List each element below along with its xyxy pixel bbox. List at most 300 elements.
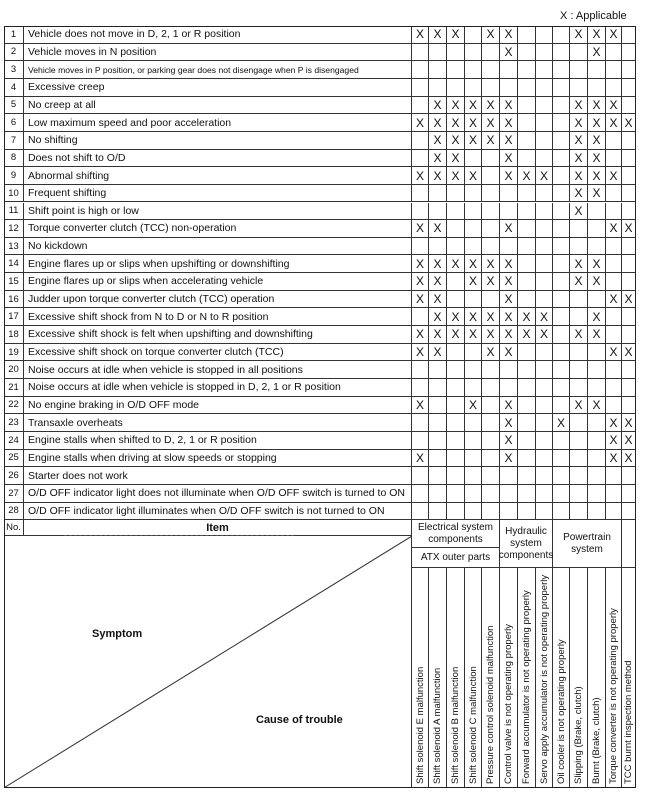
mark-cell [606, 255, 622, 273]
row-number: 8 [4, 150, 24, 168]
row-number: 2 [4, 44, 24, 62]
mark-cell: X [606, 344, 622, 362]
mark-cell [536, 220, 553, 238]
row-number: 3 [4, 61, 24, 79]
mark-cell: X [606, 291, 622, 309]
mark-cell [606, 467, 622, 485]
mark-cell: X [429, 97, 447, 115]
cause-label: Shift solenoid E malfunction [414, 666, 426, 784]
mark-cell [553, 114, 570, 132]
mark-cell [536, 503, 553, 521]
symptom-text: Low maximum speed and poor acceleration [24, 114, 412, 132]
mark-cell: X [570, 167, 588, 185]
mark-cell [553, 185, 570, 203]
mark-cell [622, 467, 636, 485]
atx-outer-parts-header: ATX outer parts [412, 548, 500, 568]
mark-cell [447, 44, 465, 62]
mark-cell: X [622, 450, 636, 468]
mark-cell [482, 397, 500, 415]
mark-cell [606, 150, 622, 168]
row-number: 12 [4, 220, 24, 238]
mark-cell [447, 379, 465, 397]
mark-cell [606, 44, 622, 62]
mark-cell: X [465, 326, 482, 344]
symptom-label: Symptom [92, 628, 143, 641]
mark-cell [553, 308, 570, 326]
mark-cell: X [412, 167, 429, 185]
mark-cell: X [500, 414, 518, 432]
row-number: 18 [4, 326, 24, 344]
mark-cell [588, 61, 606, 79]
mark-cell [447, 450, 465, 468]
mark-cell [482, 185, 500, 203]
mark-cell [622, 61, 636, 79]
mark-cell [518, 485, 536, 503]
mark-cell: X [588, 114, 606, 132]
mark-cell: X [588, 326, 606, 344]
mark-cell: X [429, 255, 447, 273]
mark-cell: X [447, 132, 465, 150]
symptom-text: Frequent shifting [24, 185, 412, 203]
mark-cell [412, 79, 429, 97]
mark-cell [570, 79, 588, 97]
mark-cell: X [588, 255, 606, 273]
mark-cell [429, 44, 447, 62]
mark-cell: X [500, 220, 518, 238]
mark-cell: X [553, 414, 570, 432]
symptom-text: O/D OFF indicator light does not illuminate when O/D OFF switch is turned to ON [24, 485, 412, 503]
mark-cell: X [412, 344, 429, 362]
mark-cell [536, 79, 553, 97]
row-number: 20 [4, 361, 24, 379]
row-number: 25 [4, 450, 24, 468]
mark-cell: X [482, 308, 500, 326]
mark-cell [447, 273, 465, 291]
symptom-text: Excessive shift shock is felt when upshifting and downshifting [24, 326, 412, 344]
mark-cell: X [570, 132, 588, 150]
mark-cell [500, 61, 518, 79]
mark-cell [447, 397, 465, 415]
mark-cell: X [500, 397, 518, 415]
mark-cell: X [412, 326, 429, 344]
row-number: 14 [4, 255, 24, 273]
mark-cell [570, 61, 588, 79]
mark-cell [588, 238, 606, 256]
mark-cell [447, 203, 465, 221]
mark-cell [536, 450, 553, 468]
mark-cell [518, 97, 536, 115]
mark-cell [482, 432, 500, 450]
mark-cell [588, 79, 606, 97]
mark-cell [570, 344, 588, 362]
mark-cell [429, 485, 447, 503]
hydraulic-group-header [500, 520, 553, 568]
mark-cell [518, 291, 536, 309]
mark-cell [570, 467, 588, 485]
mark-cell: X [606, 220, 622, 238]
mark-cell [482, 61, 500, 79]
mark-cell: X [570, 203, 588, 221]
mark-cell [622, 503, 636, 521]
electrical-group-line-1: Electrical system [417, 521, 493, 533]
mark-cell [447, 414, 465, 432]
cause-column-header [606, 568, 622, 788]
cause-label: Shift solenoid A malfunction [432, 667, 443, 784]
mark-cell [465, 503, 482, 521]
mark-cell: X [482, 344, 500, 362]
mark-cell [570, 308, 588, 326]
mark-cell [412, 503, 429, 521]
mark-cell: X [570, 185, 588, 203]
mark-cell: X [447, 26, 465, 44]
mark-cell [518, 397, 536, 415]
mark-cell [606, 397, 622, 415]
mark-cell [518, 238, 536, 256]
mark-cell: X [412, 273, 429, 291]
mark-cell [536, 344, 553, 362]
cause-column-header [518, 568, 536, 788]
mark-cell [429, 379, 447, 397]
mark-cell [482, 44, 500, 62]
mark-cell [553, 326, 570, 344]
mark-cell [536, 397, 553, 415]
cause-column-header [570, 568, 588, 788]
row-number: 19 [4, 344, 24, 362]
symptom-text: O/D OFF indicator light illuminates when O/D OFF switch is not turned to ON [24, 503, 412, 521]
mark-cell: X [447, 150, 465, 168]
mark-cell [536, 255, 553, 273]
row-number: 26 [4, 467, 24, 485]
mark-cell: X [447, 167, 465, 185]
symptom-text: Excessive shift shock from N to D or N to R position [24, 308, 412, 326]
mark-cell: X [500, 450, 518, 468]
mark-cell [518, 114, 536, 132]
cause-column-header [553, 568, 570, 788]
mark-cell [500, 361, 518, 379]
mark-cell: X [465, 97, 482, 115]
mark-cell: X [447, 255, 465, 273]
mark-cell [588, 467, 606, 485]
mark-cell: X [412, 397, 429, 415]
mark-cell [553, 132, 570, 150]
mark-cell [447, 344, 465, 362]
mark-cell [465, 485, 482, 503]
mark-cell [622, 308, 636, 326]
mark-cell [429, 397, 447, 415]
mark-cell [553, 203, 570, 221]
mark-cell [412, 361, 429, 379]
mark-cell [500, 379, 518, 397]
mark-cell [553, 238, 570, 256]
mark-cell: X [588, 26, 606, 44]
row-number: 13 [4, 238, 24, 256]
mark-cell: X [606, 114, 622, 132]
mark-cell: X [482, 326, 500, 344]
mark-cell [429, 203, 447, 221]
mark-cell [518, 185, 536, 203]
mark-cell [465, 414, 482, 432]
diagonal-line [4, 536, 411, 787]
mark-cell [482, 361, 500, 379]
mark-cell [412, 185, 429, 203]
cause-label: Oil cooler is not operating properly [555, 639, 567, 784]
symptom-text: No shifting [24, 132, 412, 150]
row-number: 10 [4, 185, 24, 203]
mark-cell [518, 467, 536, 485]
mark-cell: X [429, 132, 447, 150]
mark-cell [447, 503, 465, 521]
mark-cell: X [606, 450, 622, 468]
row-number: 7 [4, 132, 24, 150]
cause-column-header [412, 568, 429, 788]
mark-cell [412, 485, 429, 503]
mark-cell [465, 220, 482, 238]
cause-label: Shift solenoid C malfunction [467, 666, 479, 784]
mark-cell [570, 361, 588, 379]
symptom-text: Shift point is high or low [24, 203, 412, 221]
mark-cell [536, 114, 553, 132]
mark-cell: X [412, 291, 429, 309]
mark-cell [429, 432, 447, 450]
mark-cell [482, 150, 500, 168]
mark-cell: X [500, 44, 518, 62]
mark-cell: X [570, 397, 588, 415]
cause-label: TCC burnt inspection method [623, 660, 634, 784]
mark-cell: X [500, 255, 518, 273]
mark-cell [536, 414, 553, 432]
mark-cell [447, 432, 465, 450]
mark-cell: X [622, 414, 636, 432]
cause-column-header [536, 568, 553, 788]
row-number: 16 [4, 291, 24, 309]
mark-cell [553, 273, 570, 291]
mark-cell [429, 61, 447, 79]
mark-cell [518, 44, 536, 62]
mark-cell [447, 79, 465, 97]
cause-label: Shift solenoid B malfunction [450, 666, 461, 784]
mark-cell [465, 450, 482, 468]
symptom-text: Excessive creep [24, 79, 412, 97]
mark-cell: X [536, 326, 553, 344]
mark-cell [482, 379, 500, 397]
cause-column-header [447, 568, 465, 788]
mark-cell [447, 291, 465, 309]
symptom-text: Engine stalls when driving at slow speeds or stopping [24, 450, 412, 468]
row-number: 17 [4, 308, 24, 326]
mark-cell [465, 203, 482, 221]
mark-cell [553, 291, 570, 309]
mark-cell [412, 203, 429, 221]
mark-cell [447, 467, 465, 485]
mark-cell: X [588, 185, 606, 203]
mark-cell [588, 291, 606, 309]
mark-cell [606, 61, 622, 79]
mark-cell [588, 485, 606, 503]
mark-cell [553, 485, 570, 503]
mark-cell: X [465, 308, 482, 326]
mark-cell [447, 61, 465, 79]
mark-cell [500, 503, 518, 521]
mark-cell [429, 185, 447, 203]
mark-cell [429, 238, 447, 256]
symptom-text: Excessive shift shock on torque converter clutch (TCC) [24, 344, 412, 362]
mark-cell: X [482, 97, 500, 115]
cause-column-header [482, 568, 500, 788]
mark-cell: X [482, 273, 500, 291]
cause-label: Burnt (Brake, clutch) [591, 697, 602, 784]
row-number: 22 [4, 397, 24, 415]
symptom-text: Transaxle overheats [24, 414, 412, 432]
symptom-text: No creep at all [24, 97, 412, 115]
mark-cell [622, 150, 636, 168]
mark-cell [518, 432, 536, 450]
cause-label: Torque converter is not operating properly [608, 608, 619, 784]
mark-cell [536, 361, 553, 379]
mark-cell [429, 414, 447, 432]
mark-cell [465, 185, 482, 203]
symptom-text: Torque converter clutch (TCC) non-operation [24, 220, 412, 238]
mark-cell: X [500, 326, 518, 344]
mark-cell: X [500, 150, 518, 168]
mark-cell [536, 291, 553, 309]
mark-cell: X [588, 167, 606, 185]
mark-cell: X [570, 273, 588, 291]
mark-cell [553, 379, 570, 397]
mark-cell [536, 44, 553, 62]
mark-cell [482, 450, 500, 468]
mark-cell [553, 467, 570, 485]
mark-cell: X [622, 432, 636, 450]
mark-cell [447, 220, 465, 238]
symptom-text: Abnormal shifting [24, 167, 412, 185]
mark-cell [482, 220, 500, 238]
symptom-text: Engine flares up or slips when upshifting or downshifting [24, 255, 412, 273]
mark-cell [536, 379, 553, 397]
mark-cell [622, 485, 636, 503]
mark-cell [482, 485, 500, 503]
mark-cell [606, 132, 622, 150]
mark-cell: X [570, 114, 588, 132]
mark-cell: X [429, 150, 447, 168]
mark-cell [412, 467, 429, 485]
mark-cell [606, 185, 622, 203]
mark-cell: X [465, 114, 482, 132]
mark-cell [536, 97, 553, 115]
mark-cell [536, 61, 553, 79]
symptom-cause-diagonal-cell [4, 536, 412, 788]
row-number: 21 [4, 379, 24, 397]
mark-cell [518, 220, 536, 238]
mark-cell: X [536, 167, 553, 185]
mark-cell [588, 203, 606, 221]
mark-cell: X [570, 97, 588, 115]
mark-cell [447, 185, 465, 203]
mark-cell [412, 414, 429, 432]
mark-cell [606, 273, 622, 291]
mark-cell: X [447, 97, 465, 115]
mark-cell: X [429, 167, 447, 185]
mark-cell [500, 238, 518, 256]
mark-cell: X [465, 132, 482, 150]
symptom-text: Engine flares up or slips when accelerating vehicle [24, 273, 412, 291]
mark-cell: X [588, 44, 606, 62]
mark-cell [447, 485, 465, 503]
hydraulic-group-line-3: components [498, 549, 554, 561]
mark-cell [500, 467, 518, 485]
mark-cell [622, 132, 636, 150]
mark-cell: X [465, 167, 482, 185]
mark-cell [465, 467, 482, 485]
mark-cell [570, 432, 588, 450]
cause-label: Pressure control solenoid malfunction [485, 625, 496, 784]
mark-cell [429, 361, 447, 379]
mark-cell [429, 503, 447, 521]
mark-cell [622, 167, 636, 185]
row-number: 27 [4, 485, 24, 503]
mark-cell: X [482, 255, 500, 273]
mark-cell [622, 397, 636, 415]
mark-cell [465, 344, 482, 362]
mark-cell [412, 238, 429, 256]
mark-cell: X [570, 255, 588, 273]
mark-cell [518, 26, 536, 44]
symptom-text: No engine braking in O/D OFF mode [24, 397, 412, 415]
row-number: 28 [4, 503, 24, 521]
mark-cell [518, 150, 536, 168]
mark-cell: X [429, 26, 447, 44]
mark-cell [570, 220, 588, 238]
mark-cell [412, 308, 429, 326]
mark-cell [536, 185, 553, 203]
mark-cell [588, 344, 606, 362]
mark-cell: X [536, 308, 553, 326]
mark-cell [553, 361, 570, 379]
mark-cell [553, 450, 570, 468]
mark-cell [465, 291, 482, 309]
mark-cell [606, 326, 622, 344]
mark-cell: X [500, 308, 518, 326]
cause-column-header [622, 568, 636, 788]
mark-cell [553, 150, 570, 168]
mark-cell [500, 203, 518, 221]
item-header-dashed-line [64, 535, 294, 536]
symptom-text: Starter does not work [24, 467, 412, 485]
mark-cell [518, 273, 536, 291]
mark-cell [553, 97, 570, 115]
mark-cell: X [412, 450, 429, 468]
mark-cell [412, 432, 429, 450]
mark-cell: X [429, 344, 447, 362]
cause-label: Servo apply accumulator is not operating properly [538, 574, 550, 784]
mark-cell [412, 150, 429, 168]
item-header [24, 520, 412, 536]
mark-cell: X [429, 114, 447, 132]
mark-cell [465, 26, 482, 44]
mark-cell: X [500, 273, 518, 291]
mark-cell [606, 361, 622, 379]
powertrain-group-line-1: Powertrain [563, 531, 611, 543]
mark-cell: X [429, 326, 447, 344]
mark-cell: X [518, 167, 536, 185]
row-number: 24 [4, 432, 24, 450]
mark-cell [606, 203, 622, 221]
mark-cell [482, 503, 500, 521]
mark-cell [536, 150, 553, 168]
mark-cell: X [588, 308, 606, 326]
mark-cell [465, 79, 482, 97]
cause-column-header [588, 568, 606, 788]
mark-cell: X [500, 344, 518, 362]
